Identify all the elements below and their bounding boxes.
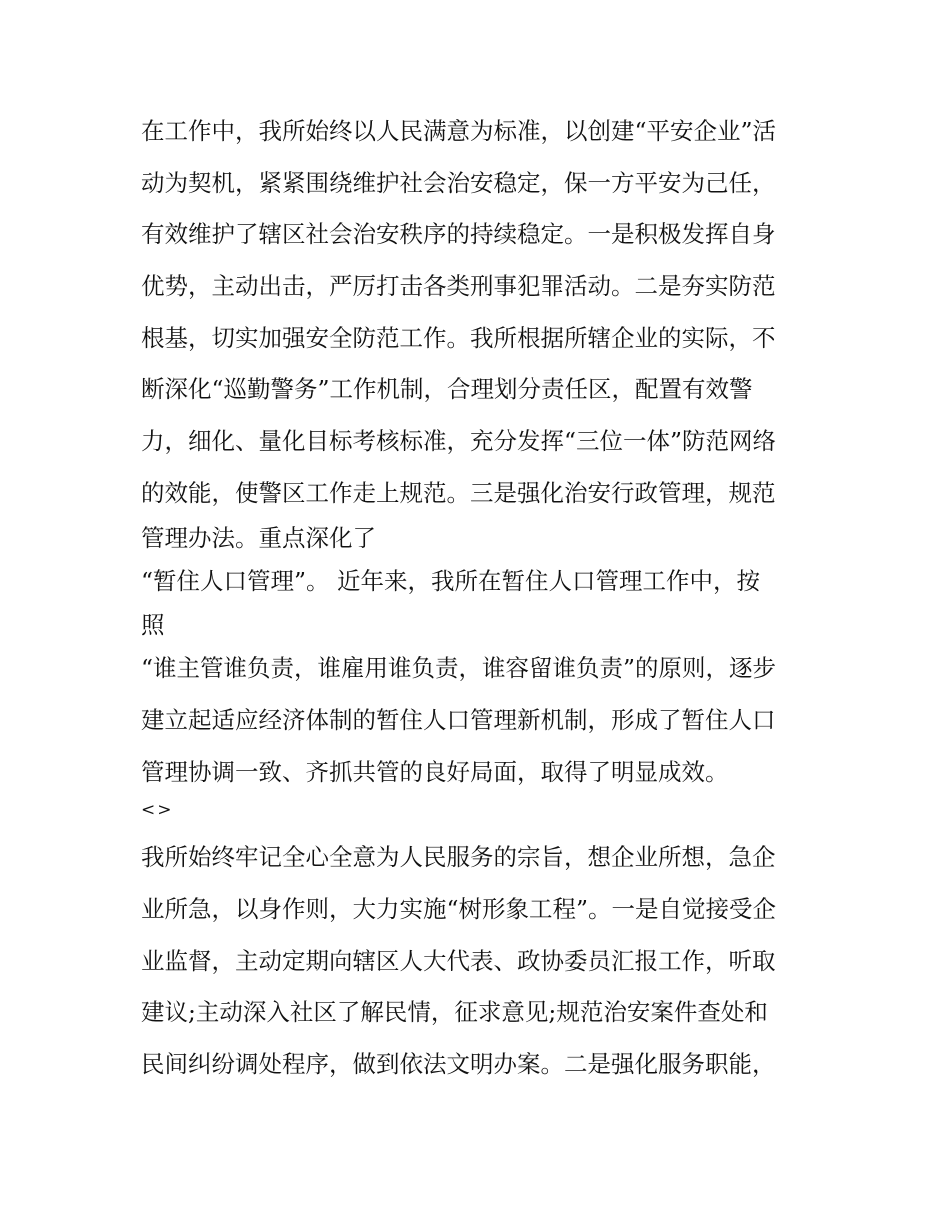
- text-line: 优势，主动出击，严厉打击各类刑事犯罪活动。二是夯实防范: [141, 272, 776, 301]
- text-line: 业监督，主动定期向辖区人大代表、政协委员汇报工作，听取: [141, 946, 776, 975]
- text-line: 建议;主动深入社区了解民情，征求意见;规范治安案件查处和: [141, 998, 768, 1027]
- body-text: [141, 106, 821, 1091]
- text-line: “暂住人口管理”。 近年来，我所在暂住人口管理工作中，按: [141, 566, 760, 595]
- text-line: 的效能，使警区工作走上规范。三是强化治安行政管理，规范: [141, 478, 776, 507]
- text-line: 民间纠纷调处程序，做到依法文明办案。二是强化服务职能，: [141, 1050, 776, 1078]
- section-separator: <>: [141, 800, 174, 821]
- text-line: 管理协调一致、齐抓共管的良好局面，取得了明显成效。: [141, 757, 729, 786]
- text-line: “谁主管谁负责，谁雇用谁负责，谁容留谁负责”的原则，逐步: [141, 654, 777, 683]
- text-line: 业所急，以身作则，大力实施“树形象工程”。一是自觉接受企: [141, 894, 777, 923]
- text-line: 照: [141, 611, 165, 640]
- text-line: 建立起适应经济体制的暂住人口管理新机制，形成了暂住人口: [141, 705, 776, 734]
- text-line: 根基，切实加强安全防范工作。我所根据所辖企业的实际，不: [141, 323, 776, 352]
- text-line: 管理办法。重点深化了: [141, 523, 376, 552]
- text-line: 力，细化、量化目标考核标准，充分发挥“三位一体”防范网络: [141, 427, 777, 456]
- text-line: 我所始终牢记全心全意为人民服务的宗旨，想企业所想，急企: [141, 843, 776, 872]
- text-line: 断深化“巡勤警务”工作机制，合理划分责任区，配置有效警: [141, 375, 753, 404]
- text-line: 在工作中，我所始终以人民满意为标准，以创建“平安企业”活: [141, 117, 777, 145]
- text-line: 动为契机，紧紧围绕维护社会治安稳定，保一方平安为己任，: [141, 168, 776, 197]
- text-line: 有效维护了辖区社会治安秩序的持续稳定。一是积极发挥自身: [141, 220, 776, 249]
